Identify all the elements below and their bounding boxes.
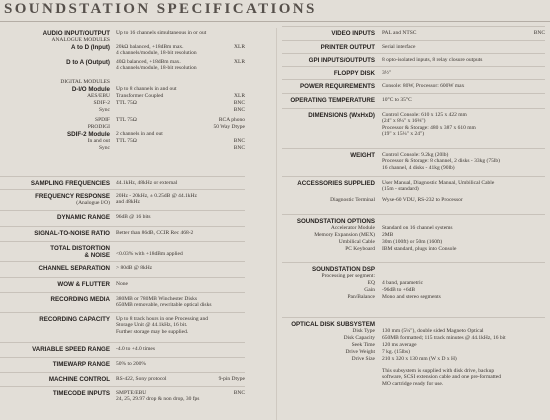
optical-row-value: 120 ms average (382, 342, 417, 348)
inout-conn: BNC (233, 138, 245, 144)
spec-separator (0, 342, 245, 343)
spec-value: <0.03% with +18dBm applied (116, 251, 183, 258)
spec-separator (0, 357, 245, 358)
spec-value: User Manual, Diagnostic Manual, Umbilical Cable (382, 180, 495, 186)
dtoa-label: D to A (Output) (66, 59, 110, 66)
spec-separator (282, 26, 545, 27)
spec-separator (282, 176, 545, 177)
io-sub-value: TTL 75Ω (116, 100, 137, 106)
spec-separator (282, 79, 545, 80)
spec-separator (282, 40, 545, 41)
option-value: Standard on 16 channel systems (382, 225, 453, 231)
spec-value: PAL and NTSC (382, 30, 417, 36)
spec-value: Storage Unit @ 44.1kHz, 16 bit. (116, 322, 188, 329)
spec-value: Control Console: 610 x 125 x 422 mm (382, 112, 467, 118)
sdif2-module-label: SDIF-2 Module (67, 131, 110, 138)
spdif-value: TTL 75Ω (116, 117, 137, 123)
spec-value: None (116, 281, 128, 287)
optical-row-label: Disk Capacity (343, 335, 375, 341)
spec-value: Wyse-60 VDU, RS-232 to Processor (382, 197, 463, 203)
atod-value: 20kΩ balanced, +18dBm max. (116, 44, 184, 50)
spec-label: FLOPPY DISK (333, 70, 375, 77)
spec-separator (282, 93, 545, 94)
spec-separator (0, 176, 245, 177)
option-value: 2MB (382, 232, 394, 238)
option-sublabel: Memory Expansion (MEX) (314, 232, 375, 238)
spec-label: SIGNAL-TO-NOISE RATIO (34, 230, 110, 237)
spec-separator (0, 386, 245, 387)
dsp-row-label: EQ (367, 280, 375, 286)
spec-value: > 80dB @ 8kHz (116, 265, 153, 271)
spec-right-value: BNC (533, 30, 545, 36)
spec-value: 44.1kHz, 48kHz or external (116, 180, 178, 186)
spec-value: Processor & Storage: 8 channel, 2 disks - 33kg (75lb) (382, 158, 500, 165)
dtoa-conn: XLR (234, 59, 245, 65)
audio-io-label: AUDIO INPUT/OUTPUT (42, 30, 110, 37)
io-conn: BNC (233, 100, 245, 106)
spec-separator (282, 53, 545, 54)
optical-note: MO cartridge ready for use. (382, 380, 444, 387)
optical-label: OPTICAL DISK SUBSYSTEM (291, 321, 375, 328)
dsp-sublabel: Processing per segment: (321, 273, 375, 279)
optical-row-label: Drive Weight (345, 349, 375, 355)
spec-value: 10°C to 35°C (382, 97, 412, 103)
spec-label: ACCESSORIES SUPPLIED (297, 180, 375, 187)
prodigi-conn: 50 Way Dtype (213, 124, 245, 130)
inout-label: In and out (87, 138, 110, 144)
sync2-label: Sync (99, 145, 110, 151)
spec-separator (0, 277, 245, 278)
dio-value: Up to 8 channels in and out (116, 86, 177, 92)
spec-separator (0, 312, 245, 313)
spec-separator (282, 317, 545, 318)
spec-label: SAMPLING FREQUENCIES (30, 180, 110, 187)
prodigi-label: PRODIGI (87, 124, 110, 130)
options-label: SOUNDSTATION OPTIONS (296, 218, 375, 225)
spec-label: OPERATING TEMPERATURE (290, 97, 375, 104)
option-value: 30m (100ft) or 50m (160ft) (382, 239, 443, 245)
spec-value: RS-422, Sony protocol (116, 376, 167, 382)
spec-value: 20Hz - 20kHz, ± 0.25dB @ 44.1kHz (116, 193, 197, 199)
optical-row-label: Seek Time (351, 342, 375, 348)
spec-separator (0, 292, 245, 293)
dtoa-value: 40Ω balanced, +18dBm max. (116, 59, 181, 65)
spec-value: 16 channel, 4 disks - 41kg (90lb) (382, 164, 455, 171)
optical-row-label: Drive Size (351, 356, 375, 362)
spec-value: 3½" (382, 70, 392, 76)
spec-label: TIMECODE INPUTS (52, 390, 110, 397)
spec-label: DIMENSIONS (WxHxD) (308, 112, 375, 119)
spec-value: SMPTE/EBU (116, 390, 147, 396)
sync2-conn: BNC (233, 145, 245, 151)
spec-separator (282, 108, 545, 109)
spec-right-value: BNC (233, 390, 245, 396)
spec-label: TIMEWARP RANGE (52, 361, 110, 368)
spec-label: VARIABLE SPEED RANGE (32, 346, 110, 353)
io-conn: XLR (234, 93, 245, 99)
spec-label: GPI INPUTS/OUTPUTS (308, 57, 375, 64)
spec-value: Console: 80W, Processor: 600W max (382, 83, 465, 89)
optical-row-label: Disk Type (352, 328, 375, 334)
spec-separator (282, 214, 545, 215)
dsp-label: SOUNDSTATION DSP (311, 266, 375, 273)
spec-label: MACHINE CONTROL (48, 376, 110, 383)
dsp-row-value: 4 band, parametric (382, 280, 424, 286)
spec-label: CHANNEL SEPARATION (38, 265, 110, 272)
spec-value: (15m - standard) (382, 186, 419, 193)
spec-separator (282, 66, 545, 67)
analogue-modules-label: ANALOGUE MODULES (51, 37, 110, 43)
io-sub-label: SDIF-2 (93, 100, 110, 106)
spec-label: PRINTER OUTPUT (320, 44, 375, 51)
spec-value: Control Console: 9.2kg (20lb) (382, 152, 449, 158)
audio-io-value: Up to 16 channels simultaneous in or out (116, 30, 207, 36)
spec-separator (0, 372, 245, 373)
spec-value: 96dB @ 16 bits (116, 214, 151, 220)
io-conn: BNC (233, 107, 245, 113)
spec-value: 8 opto-isolated inputs, 8 relay closure outputs (382, 57, 483, 63)
spec-separator (0, 241, 245, 242)
atod-label: A to D (Input) (71, 44, 110, 51)
dsp-row-label: Gain (364, 287, 375, 293)
atod-conn: XLR (234, 44, 245, 50)
dsp-row-value: -96dB to +6dB (382, 287, 416, 293)
spec-label: WEIGHT (350, 152, 375, 159)
spec-value: 380MB or 780MB Winchester Disks (116, 296, 197, 302)
spdif-label: SPDIF (95, 117, 110, 123)
spec-value: and 48kHz (116, 199, 140, 206)
option-sublabel: Umbilical Cable (338, 239, 375, 245)
dio-label: D-I/O Module (71, 86, 110, 93)
spec-value: Up to 8 track hours in one Processing and (116, 316, 208, 322)
spdif-conn: RCA phono (218, 117, 245, 123)
spec-value: 650MB removable, rewritable optical disks (116, 302, 212, 309)
spec-separator (0, 261, 245, 262)
spec-value: -4.0 to +4.0 times (116, 346, 156, 352)
io-sub-value: Transformer Coupled (116, 93, 164, 99)
spec-value: 50% to 200% (116, 361, 146, 367)
spec-value: 24, 25, 29.97 drop & non drop, 30 fps (116, 396, 200, 403)
spec-right-value: 9-pin Dtype (218, 376, 245, 382)
spec-label: RECORDING MEDIA (50, 296, 110, 303)
spec-label: & NOISE (84, 252, 110, 259)
spec-value: Serial interface (382, 44, 416, 50)
spec-label: DYNAMIC RANGE (57, 214, 110, 221)
option-sublabel: PC Keyboard (345, 246, 375, 252)
spec-separator (282, 148, 545, 149)
spec-value: Processor & Storage: 480 x 387 x 610 mm (382, 124, 476, 131)
inout-value: TTL 75Ω (116, 138, 137, 144)
spec-sublabel: Diagnostic Terminal (330, 197, 375, 203)
spec-label: VIDEO INPUTS (331, 30, 375, 37)
spec-value: Further storage may be supplied. (116, 328, 189, 335)
dsp-row-label: Pan/Balance (347, 294, 375, 300)
spec-label: POWER REQUIREMENTS (300, 83, 375, 90)
atod-value: 4 channels/module, 18-bit resolution (116, 50, 197, 57)
spec-separator (0, 189, 245, 190)
title-rule (0, 21, 550, 22)
spec-label: WOW & FLUTTER (57, 281, 110, 288)
spec-sublabel: (Analogue I/O) (76, 200, 110, 206)
spec-value: Better than 86dB, CCIR Rec 468-2 (116, 230, 194, 236)
page-title: SOUNDSTATION SPECIFICATIONS (4, 1, 317, 17)
spec-separator (282, 262, 545, 263)
optical-row-value: 130 mm (5¼"), double sided Magneto Optical (382, 328, 484, 334)
sdif2-module-value: 2 channels in and out (116, 131, 163, 137)
digital-modules-label: DIGITAL MODULES (60, 79, 110, 85)
spec-separator (0, 210, 245, 211)
dtoa-value: 4 channels/module, 18-bit resolution (116, 65, 197, 72)
column-divider (276, 28, 277, 420)
spec-separator (0, 226, 245, 227)
optical-note: This subsystem is supplied with disk drive, backup (382, 368, 495, 374)
io-sub-label: Sync (99, 107, 110, 113)
optical-row-value: 210 x 320 x 130 mm (W x D x H) (382, 356, 457, 362)
option-value: IBM standard, plugs into Console (382, 246, 457, 252)
spec-label: FREQUENCY RESPONSE (35, 193, 110, 200)
io-sub-label: AES/EBU (87, 93, 110, 99)
spec-label: RECORDING CAPACITY (39, 316, 110, 323)
optical-row-value: 7 kg. (15lbs) (382, 349, 410, 355)
optical-note: software, SCSI extension cable and one pre-formatted (382, 374, 501, 381)
spec-value: (24" x 8¼" x 16⅝") (382, 118, 426, 125)
dsp-row-value: Mono and stereo segments (382, 294, 441, 300)
option-sublabel: Accelerator Module (330, 225, 375, 231)
spec-label: TOTAL DISTORTION (50, 245, 110, 252)
spec-value: (19" x 15¼" x 24") (382, 131, 425, 138)
optical-row-value: 650MB formatted; 115 track minutes @ 44.1kHz, 16 bit (382, 335, 506, 341)
